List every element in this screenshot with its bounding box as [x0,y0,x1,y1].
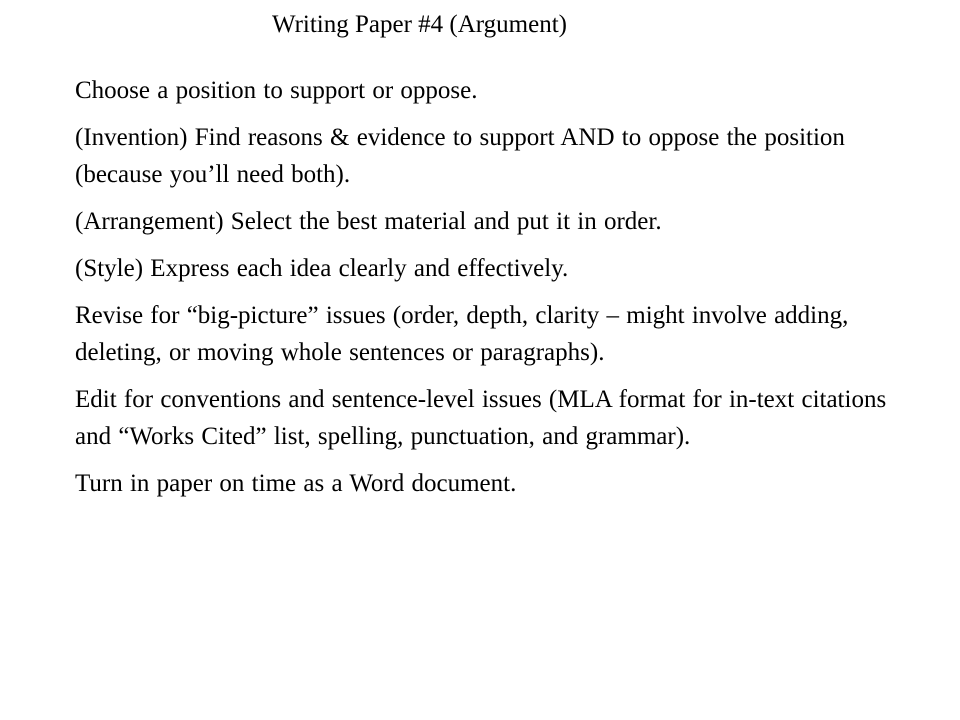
list-item-revise: Revise for “big-picture” issues (order, depth, clarity – might involve adding, deleting, or moving whole sentences or paragraphs). [75,302,849,366]
list-item-turn-in: Turn in paper on time as a Word document. [75,470,517,497]
list-item-invention: (Invention) Find reasons & evidence to support AND to oppose the position (because you’ll need both). [75,124,845,188]
slide-title: Writing Paper #4 (Argument) [272,11,567,38]
list-item-arrangement: (Arrangement) Select the best material and put it in order. [75,208,662,235]
instruction-list [75,72,910,512]
list-item-choose-position: Choose a position to support or oppose. [75,77,478,104]
list-item-edit: Edit for conventions and sentence-level issues (MLA format for in-text citations and “Works Cited” list, spelling, punctuation, and grammar). [75,386,887,450]
list-item-style: (Style) Express each idea clearly and effectively. [75,255,569,282]
